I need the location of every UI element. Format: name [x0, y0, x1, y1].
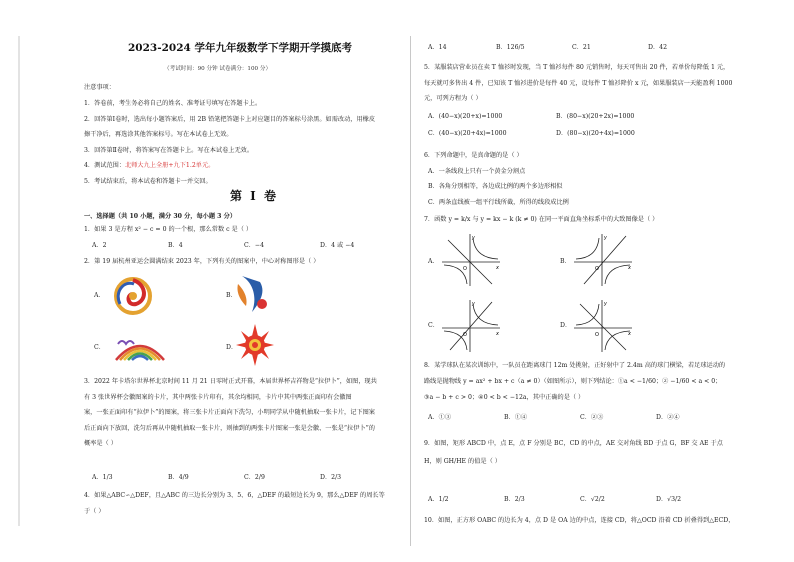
q6-opt-a: A．一条线段上只有一个黄金分割点 [428, 168, 526, 175]
q8-opt-b: B．①④ [504, 414, 528, 421]
q1-stem: 1．如果 3 是方程 x² − c = 0 的一个根，那么常数 c 是（ ） [84, 226, 253, 233]
q10-stem: 10．如图，正方形 OABC 的边长为 4，点 D 是 OA 边的中点，连接 CD，将△OCD 沿着 CD 折叠得到△ECD， [424, 517, 735, 524]
q9-opt-d: D．√3/2 [656, 496, 682, 503]
scope-red: 北师大九上全册+九下1.2单元。 [125, 162, 215, 169]
q8-line-1: 8．某学球队在某次训练中，一队员在距离球门 12m 处挑射，正好射中了 2.4m 高的球门横梁，若足球运动的 [424, 362, 726, 369]
emblem-spiral-icon [110, 274, 156, 318]
x-axis-label: x [496, 265, 499, 271]
q1-opt-d: D．4 或 −4 [320, 242, 355, 249]
notice-2: 2．回答第Ⅰ卷时，选出每小题答案后，用 2B 铅笔把答题卡上对应题目的答案标号涂黑。如需改动，用橡皮 [84, 116, 376, 123]
exam-subtitle: （考试时间：90 分钟 试卷满分：100 分） [164, 66, 272, 72]
q3-line-3: 案，一张正面印有“拉伊卜”的图案，将三张卡片正面向下洗匀，小明同学从中随机抽取一张卡片，记下图案 [84, 409, 375, 416]
q9-line-1: 9．如图，矩形 ABCD 中，点 E，点 F 分别是 BC，CD 的中点，AE 交对角线 BD 于点 G，BF 交 AE 于点 [424, 440, 723, 447]
notice-5: 5．考试结束后，将本试卷和答题卡一并交回。 [84, 178, 212, 185]
origin-label: O [463, 266, 467, 272]
q1-opt-b: B．4 [168, 242, 183, 249]
q4-line-2: 于（ ） [84, 508, 105, 515]
q9-line-2: H，则 GH/HE 的值是（ ） [424, 458, 501, 465]
q2-stem: 2．第 19 届杭州亚运会圆满结束 2023 年，下列有关的图案中，中心对称图形是（ ） [84, 258, 320, 265]
notice-2b: 擦干净后，再选涂其他答案标号。写在本试卷上无效。 [84, 131, 233, 138]
q9-opt-c: C．√2/2 [580, 496, 605, 503]
q3-line-1: 3．2022 年卡塔尔世界杯北京时间 11 月 21 日零时正式开幕，本届世界杯吉祥物是“拉伊卜”，如图，现共 [84, 378, 377, 385]
q3-line-4: 后正面向下放回，洗匀后再从中随机抽取一张卡片，则抽到的两张卡片图案一张是会徽、一张是“拉伊卜”的 [84, 425, 375, 432]
q1-opt-a: A．2 [92, 242, 107, 249]
q3-opt-b: B．4/9 [168, 474, 189, 481]
q6-opt-c: C．两条直线被一组平行线所截，所得的线段成比例 [428, 199, 569, 206]
q2-label-d: D． [226, 344, 238, 351]
q3-opt-a: A．1/3 [92, 474, 113, 481]
q8-opt-c: C．②③ [580, 414, 604, 421]
q8-opt-a: A．①③ [428, 414, 452, 421]
q7-graph-d [572, 298, 634, 354]
q9-opt-a: A．1/2 [428, 496, 449, 503]
column-divider [410, 36, 411, 546]
notice-4: 4．测试范围：北师大九上全册+九下1.2单元。 [84, 162, 215, 169]
q8-line-3: ③a − b + c > 0；④0 < b < −12a，其中正确的是（ ） [424, 394, 585, 401]
origin-label: O [463, 332, 467, 338]
q5-opt-d: D．(80−x)(20+4x)=1000 [556, 130, 635, 137]
q5-line-2: 每天就可多售出 4 件，已知该 T 恤衫进价是每件 40 元，设每件 T 恤衫降价 x 元，如果服装店一天能盈利 1000 [424, 80, 733, 87]
x-axis-label: x [628, 331, 631, 337]
q8-opt-d: D．②④ [656, 414, 680, 421]
origin-label: O [595, 332, 599, 338]
q6-opt-b: B．各角分别相等，各边成比例的两个多边形相似 [428, 183, 563, 190]
q4-opt-a: A．14 [428, 44, 447, 51]
q2-label-b: B． [226, 292, 237, 299]
origin-label: O [595, 266, 599, 272]
q2-label-a: A． [94, 292, 105, 299]
q4-opt-c: C．21 [572, 44, 591, 51]
q7-label-b: B． [560, 258, 571, 265]
q2-label-c: C． [94, 344, 105, 351]
notice-head: 注意事项： [84, 84, 115, 91]
q5-opt-c: C．(40−x)(20+4x)=1000 [428, 130, 507, 137]
q7-stem: 7．函数 y = k/x 与 y = kx − k (k ≠ 0) 在同一平面直角坐标系中的大致图像是（ ） [424, 216, 659, 223]
q7-graph-c [440, 298, 502, 354]
q4-opt-b: B．126/5 [496, 44, 525, 51]
q4-opt-d: D．42 [648, 44, 668, 51]
q7-label-a: A． [428, 258, 439, 265]
notice-1: 1．答卷前，考生务必将自己的姓名、准考证号填写在答题卡上。 [84, 100, 262, 107]
q7-label-c: C． [428, 322, 439, 329]
x-axis-label: x [496, 331, 499, 337]
q3-line-2: 有 3 张世界杯会徽图案的卡片，其中两张卡片印有，其余均相同，卡片中其中两张正面印有会徽图 [84, 394, 352, 401]
dolphin-emblem-icon [234, 272, 274, 318]
q4-line-1: 4．如果△ABC∽△DEF，且△ABC 的三边长分别为 3、5、6，△DEF 的最短边长为 9，那么△DEF 的周长等 [84, 492, 385, 499]
q5-line-1: 5．某服装店营业员在卖 T 恤衫时发现，当 T 恤衫每件 80 元销售时，每天可售出 20 件，若单价每降低 1 元， [424, 64, 730, 71]
q3-opt-c: C．2/9 [244, 474, 265, 481]
q5-opt-a: A．(40−x)(20+x)=1000 [428, 113, 503, 120]
part-head: 一、选择题（共 10 小题，满分 30 分，每小题 3 分） [84, 213, 237, 220]
q7-graph-b [572, 232, 634, 288]
q5-opt-b: B．(80−x)(20+2x)=1000 [556, 113, 635, 120]
q5-line-3: 元，可列方程为（ ） [424, 95, 482, 102]
q7-label-d: D． [560, 322, 572, 329]
binding-margin [18, 36, 20, 526]
q3-opt-d: D．2/3 [320, 474, 342, 481]
y-axis-label: y [472, 235, 475, 241]
y-axis-label: y [604, 301, 607, 307]
sun-burst-icon [234, 322, 276, 368]
rainbow-fan-icon [112, 330, 168, 364]
q9-opt-b: B．2/3 [504, 496, 525, 503]
y-axis-label: y [472, 301, 475, 307]
q3-line-5: 概率是（ ） [84, 440, 117, 447]
q8-line-2: 路线是抛物线 y = ax² + bx + c（a ≠ 0）（如图所示），则下列结论：①a < −1/60；② −1/60 < a < 0； [424, 378, 722, 385]
exam-title: 2023-2024 学年九年级数学下学期开学摸底考 [128, 42, 352, 54]
y-axis-label: y [604, 235, 607, 241]
x-axis-label: x [628, 265, 631, 271]
section-title: 第 Ⅰ 卷 [230, 189, 278, 203]
q7-graph-a [440, 232, 502, 288]
q6-stem: 6．下列命题中，是真命题的是（ ） [424, 152, 523, 159]
q1-opt-c: C．−4 [244, 242, 265, 249]
notice-3: 3．回答第Ⅱ卷时，将答案写在答题卡上。写在本试卷上无效。 [84, 147, 254, 154]
